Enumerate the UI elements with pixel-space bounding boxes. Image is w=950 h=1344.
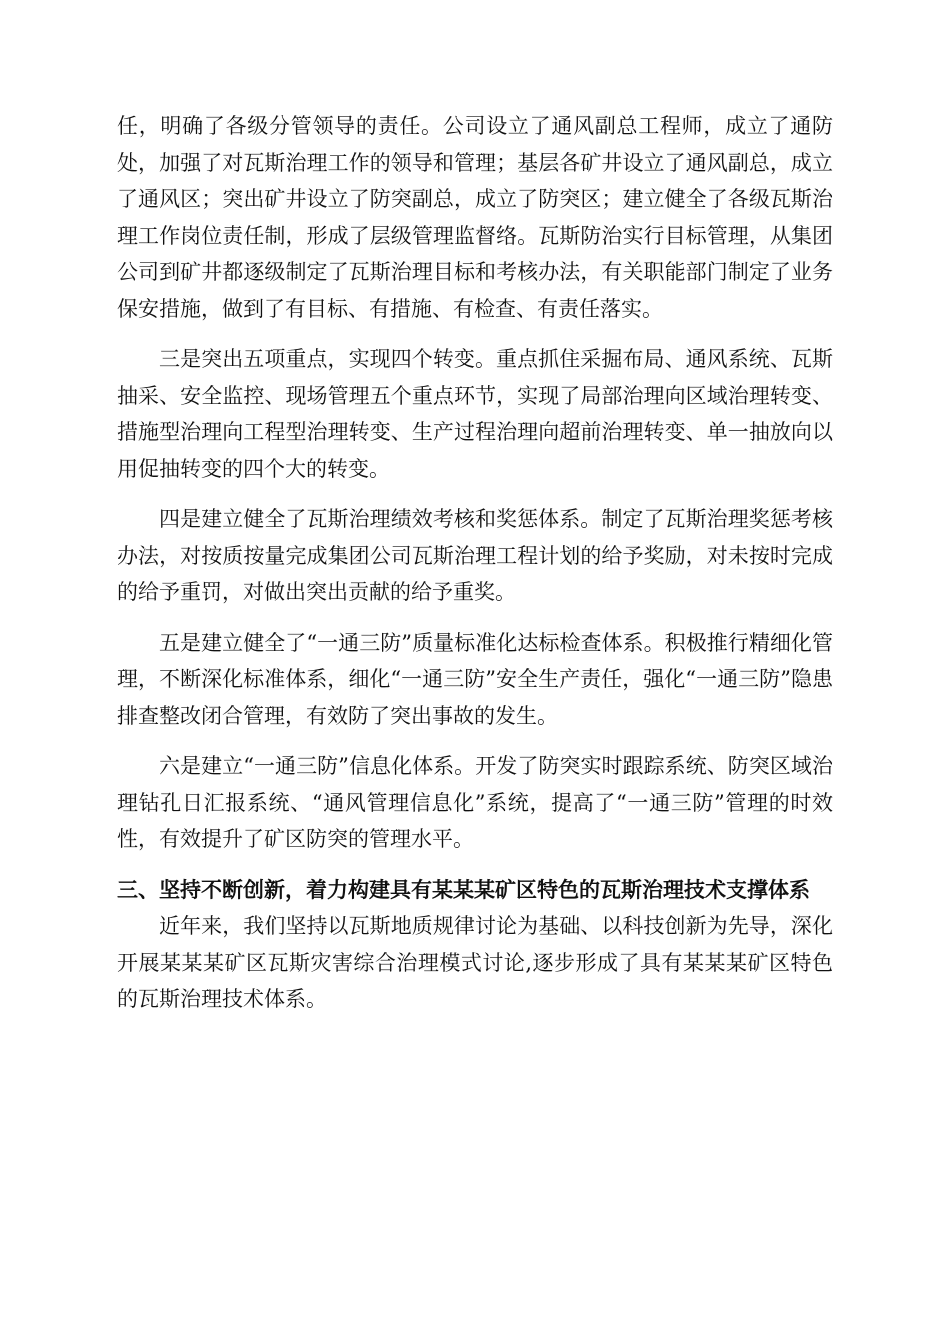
paragraph-quality-standardization: 五是建立健全了“一通三防”质量标准化达标检查体系。积极推行精细化管理，不断深化标准体系，细化“一通三防”安全生产责任，强化“一通三防”隐患排查整改闭合管理，有效防了突出事故的发生。 — [117, 630, 833, 728]
paragraph-informatization: 六是建立“一通三防”信息化体系。开发了防突实时跟踪系统、防突区域治理钻孔日汇报系统、“通风管理信息化”系统，提高了“一通三防”管理的时效性，有效提升了矿区防突的管理水平。 — [117, 754, 833, 851]
paragraph-technical-system: 近年来，我们坚持以瓦斯地质规律讨论为基础、以科技创新为先导，深化开展某某某矿区瓦斯灾害综合治理模式讨论,逐步形成了具有某某某矿区特色的瓦斯治理技术体系。 — [117, 914, 833, 1011]
paragraph-responsibility: 任，明确了各级分管领导的责任。公司设立了通风副总工程师，成立了通防处，加强了对瓦斯治理工作的领导和管理；基层各矿井设立了通风副总，成立了通风区；突出矿井设立了防突副总，成立了防突区；建立健全了各级瓦斯治理工作岗位责任制，形成了层级管理监督络。瓦斯防治实行目标管理，从集团公司到矿井都逐级制定了瓦斯治理目标和考核办法，有关职能部门制定了业务保安措施，做到了有目标、有措施、有检查、有责任落实。 — [117, 114, 833, 321]
section-heading-three: 三、坚持不断创新，着力构建具有某某某矿区特色的瓦斯治理技术支撑体系 — [117, 877, 810, 902]
paragraph-five-focus-points: 三是突出五项重点，实现四个转变。重点抓住采掘布局、通风系统、瓦斯抽采、安全监控、现场管理五个重点环节，实现了局部治理向区域治理转变、措施型治理向工程型治理转变、生产过程治理向超前治理转变、单一抽放向以用促抽转变的四个大的转变。 — [117, 347, 833, 481]
document-page — [117, 108, 833, 1018]
paragraph-performance-evaluation: 四是建立健全了瓦斯治理绩效考核和奖惩体系。制定了瓦斯治理奖惩考核办法，对按质按量完成集团公司瓦斯治理工程计划的给予奖励，对未按时完成的给予重罚，对做出突出贡献的给予重奖。 — [117, 507, 833, 604]
